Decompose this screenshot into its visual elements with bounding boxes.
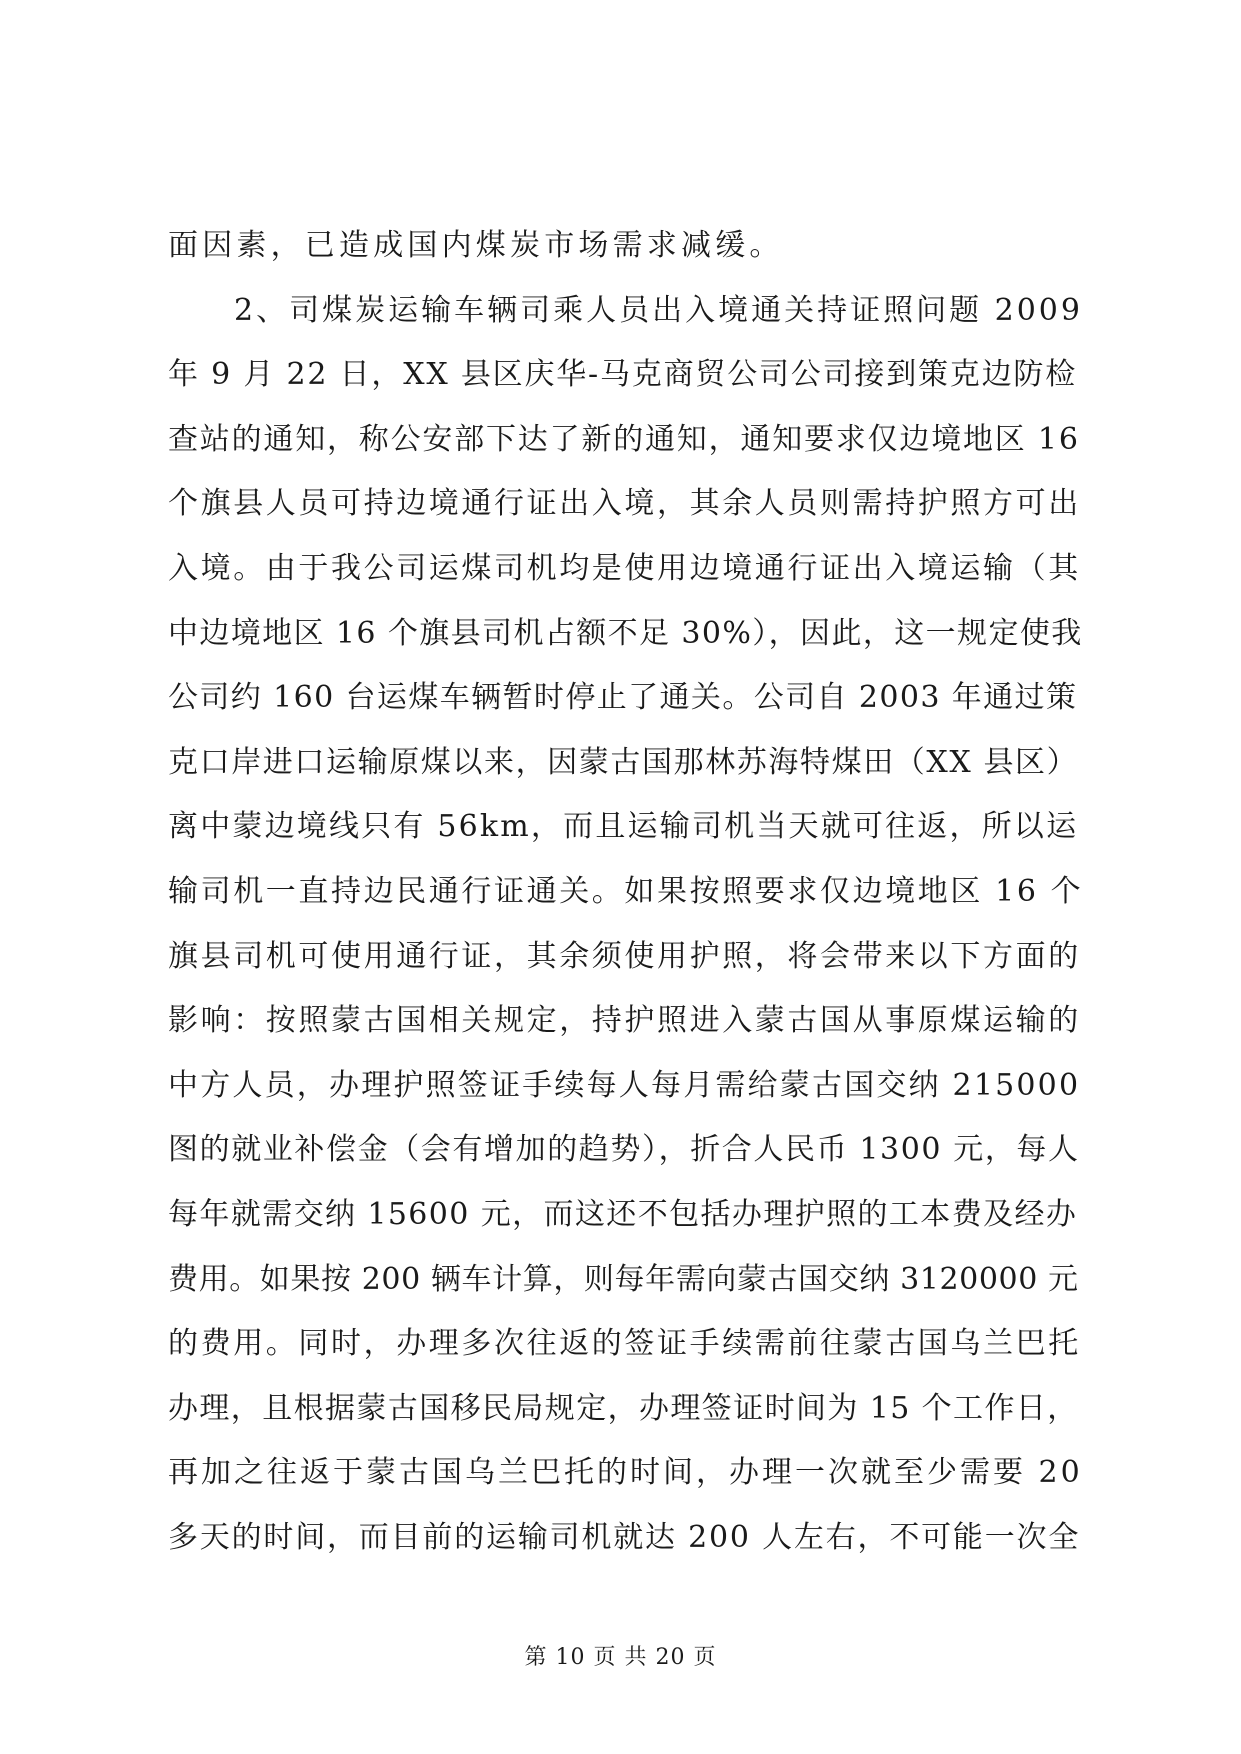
paragraph-line: 再加之往返于蒙古国乌兰巴托的时间，办理一次就至少需要 20 — [168, 1455, 1083, 1491]
paragraph-line: 入境。由于我公司运煤司机均是使用边境通行证出入境运输（其 — [168, 550, 1081, 586]
paragraph-line: 年 9 月 22 日，XX 县区庆华-马克商贸公司公司接到策克边防检 — [168, 357, 1077, 393]
paragraph-line: 输司机一直持边民通行证通关。如果按照要求仅边境地区 16 个 — [168, 873, 1084, 909]
paragraph-line: 中方人员，办理护照签证手续每人每月需给蒙古国交纳 215000 — [168, 1067, 1081, 1103]
paragraph-line: 面因素，已造成国内煤炭市场需求减缓。 — [168, 228, 784, 263]
paragraph-line: 图的就业补偿金（会有增加的趋势），折合人民币 1300 元，每人 — [168, 1132, 1080, 1168]
paragraph-line: 旗县司机可使用通行证，其余须使用护照，将会带来以下方面的 — [168, 938, 1081, 974]
paragraph-line: 公司约 160 台运煤车辆暂时停止了通关。公司自 2003 年通过策 — [168, 680, 1078, 716]
paragraph-line: 个旗县人员可持边境通行证出入境，其余人员则需持护照方可出 — [168, 486, 1081, 522]
page-number-footer: 第 10 页 共 20 页 — [524, 1645, 717, 1670]
paragraph-line: 中边境地区 16 个旗县司机占额不足 30%），因此，这一规定使我 — [168, 615, 1083, 651]
paragraph-line: 离中蒙边境线只有 56km，而且运输司机当天就可往返，所以运 — [168, 809, 1079, 845]
paragraph-line: 影响：按照蒙古国相关规定，持护照进入蒙古国从事原煤运输的 — [168, 1003, 1081, 1039]
document-body — [168, 224, 1083, 1580]
paragraph-line: 的费用。同时，办理多次往返的签证手续需前往蒙古国乌兰巴托 — [168, 1326, 1081, 1362]
paragraph-line: 查站的通知，称公安部下达了新的通知，通知要求仅边境地区 16 — [168, 421, 1080, 457]
paragraph-line: 多天的时间，而目前的运输司机就达 200 人左右，不可能一次全 — [168, 1519, 1081, 1555]
paragraph-line: 2、司煤炭运输车辆司乘人员出入境通关持证照问题 2009 — [168, 292, 1083, 328]
paragraph-line: 办理，且根据蒙古国移民局规定，办理签证时间为 15 个工作日， — [168, 1390, 1079, 1426]
paragraph-line: 费用。如果按 200 辆车计算，则每年需向蒙古国交纳 3120000 元 — [168, 1261, 1079, 1297]
paragraph-line: 每年就需交纳 15600 元，而这还不包括办理护照的工本费及经办 — [168, 1196, 1078, 1232]
paragraph-line: 克口岸进口运输原煤以来，因蒙古国那林苏海特煤田（XX 县区） — [168, 744, 1079, 780]
